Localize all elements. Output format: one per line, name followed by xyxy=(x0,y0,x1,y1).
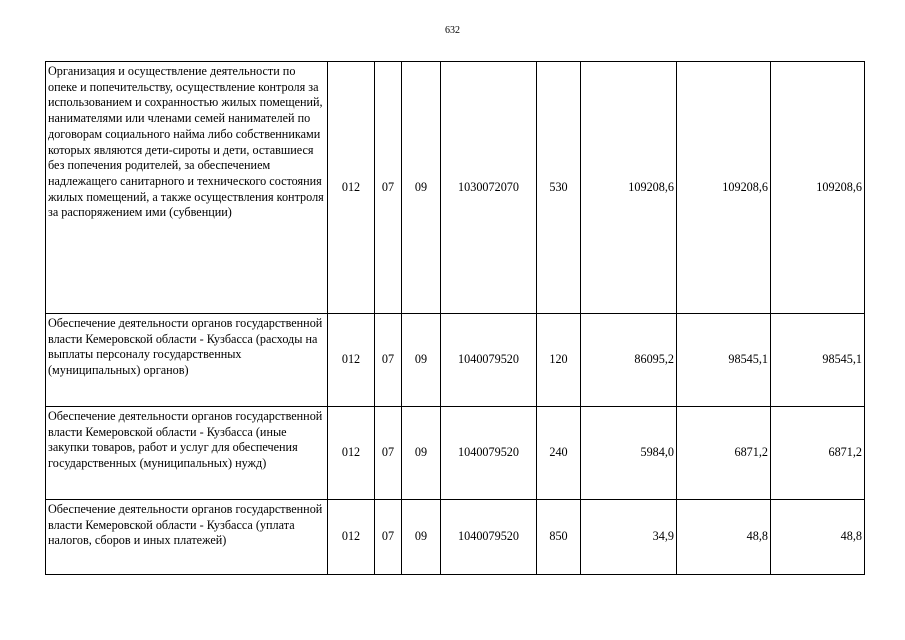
cell-subsection: 09 xyxy=(402,314,441,407)
cell-section: 07 xyxy=(375,62,402,314)
table-row xyxy=(46,314,865,407)
cell-target-article: 1030072070 xyxy=(441,62,537,314)
cell-ministry: 012 xyxy=(328,62,375,314)
cell-subsection: 09 xyxy=(402,500,441,575)
cell-section: 07 xyxy=(375,314,402,407)
cell-ministry: 012 xyxy=(328,500,375,575)
cell-description: Обеспечение деятельности органов государственной власти Кемеровской области - Кузбасса (иные закупки товаров, работ и услуг для обеспечения государственных (муниципальных) нужд) xyxy=(46,407,328,500)
table-row xyxy=(46,500,865,575)
cell-section: 07 xyxy=(375,500,402,575)
cell-amount-2: 48,8 xyxy=(677,500,771,575)
budget-table xyxy=(45,61,865,575)
cell-subsection: 09 xyxy=(402,407,441,500)
cell-amount-1: 109208,6 xyxy=(581,62,677,314)
cell-expense-type: 240 xyxy=(537,407,581,500)
table-row xyxy=(46,407,865,500)
cell-amount-2: 98545,1 xyxy=(677,314,771,407)
cell-ministry: 012 xyxy=(328,314,375,407)
cell-amount-1: 34,9 xyxy=(581,500,677,575)
cell-section: 07 xyxy=(375,407,402,500)
cell-description: Обеспечение деятельности органов государственной власти Кемеровской области - Кузбасса (уплата налогов, сборов и иных платежей) xyxy=(46,500,328,575)
cell-target-article: 1040079520 xyxy=(441,407,537,500)
cell-amount-1: 5984,0 xyxy=(581,407,677,500)
cell-amount-3: 48,8 xyxy=(771,500,865,575)
cell-amount-2: 109208,6 xyxy=(677,62,771,314)
cell-subsection: 09 xyxy=(402,62,441,314)
cell-description: Организация и осуществление деятельности по опеке и попечительству, осуществление контроля за использованием и сохранностью жилых помещений, нанимателями или членами семей нанимателей по договорам социального найма либо собственниками которых являются дети-сироты и дети, оставшиеся без попечения родителей, за обеспечением надлежащего санитарного и технического состояния жилых помещений, а также осуществления контроля за распоряжением ими (субвенции) xyxy=(46,62,328,314)
cell-amount-3: 6871,2 xyxy=(771,407,865,500)
page-number: 632 xyxy=(445,25,460,36)
cell-expense-type: 850 xyxy=(537,500,581,575)
cell-amount-3: 109208,6 xyxy=(771,62,865,314)
cell-target-article: 1040079520 xyxy=(441,314,537,407)
cell-amount-1: 86095,2 xyxy=(581,314,677,407)
cell-amount-2: 6871,2 xyxy=(677,407,771,500)
table-row xyxy=(46,62,865,314)
cell-amount-3: 98545,1 xyxy=(771,314,865,407)
cell-expense-type: 120 xyxy=(537,314,581,407)
cell-expense-type: 530 xyxy=(537,62,581,314)
cell-ministry: 012 xyxy=(328,407,375,500)
cell-target-article: 1040079520 xyxy=(441,500,537,575)
cell-description: Обеспечение деятельности органов государственной власти Кемеровской области - Кузбасса (расходы на выплаты персоналу государственных (муниципальных) органов) xyxy=(46,314,328,407)
